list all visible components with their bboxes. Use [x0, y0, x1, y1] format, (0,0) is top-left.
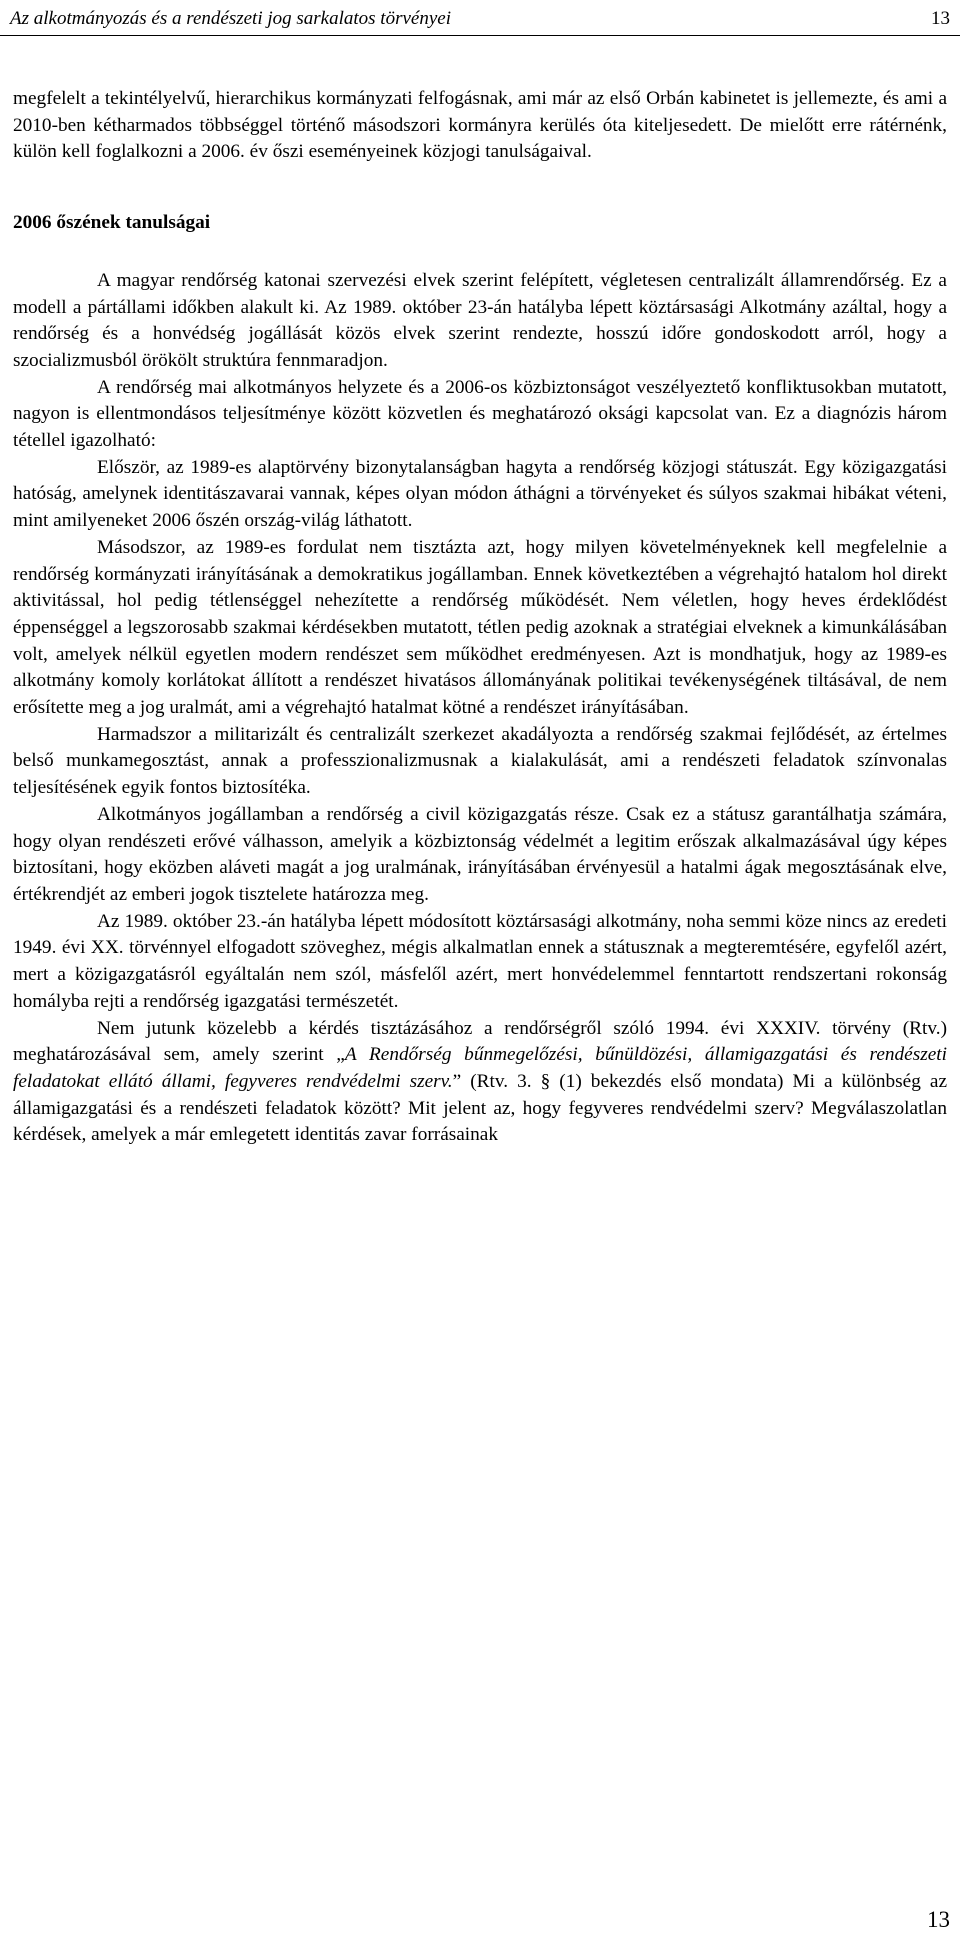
body-paragraph: Az 1989. október 23.-án hatályba lépett módosított köztársasági alkotmány, noha semmi köze nincs az eredeti 1949. évi XX. törvénnyel elfogadott szöveghez, mégis alkalmatlan ennek a státusznak a megteremtésére, egyfelől azért, mert a közigazgatásról egyáltalán nem szól, másfelől azért, mert honvédelemmel fenntartott rendszertani rokonság homályba rejti a rendőrség igazgatási természetét.: [13, 910, 947, 1012]
running-header: [0, 0, 960, 36]
body-paragraph: Másodszor, az 1989-es fordulat nem tisztázta azt, hogy milyen követelményeknek kell megfelelnie a rendőrség kormányzati irányításának a demokratikus jogállamban. Ennek következtében a végrehajtó hatalom hol direkt aktivitással, hol pedig tétlenséggel nehezítette a rendőrség működését. Nem véletlen, hogy heves érdeklődést éppenséggel a legszorosabb szakmai kérdésekben mutatott, tétlen pedig azoknak a stratégiai elveknek a kimunkálásában volt, amelyek nélkül egyetlen modern rendészet sem működhet eredményesen. Azt is mondhatjuk, hogy az 1989-es alkotmány komoly korlátokat állított a rendészet hivatásos állományának politikai tevékenységének tiltásával, de nem erősítette meg a jog uralmát, ami a végrehajtó hatalmat kötné a rendészet irányításában.: [13, 536, 947, 719]
header-title: Az alkotmányozás és a rendészeti jog sarkalatos törvényei: [10, 8, 451, 29]
body-paragraph: Harmadszor a militarizált és centralizált szerkezet akadályozta a rendőrség szakmai fejlődését, az értelmes belső munkamegosztást, annak a professzionalizmusnak a kialakulását, ami a rendészeti feladatok színvonalas teljesítésének egyik fontos biztosítéka.: [13, 723, 947, 799]
footer-page-number: 13: [927, 1907, 950, 1932]
body-paragraph: Először, az 1989-es alaptörvény bizonytalanságban hagyta a rendőrség közjogi státuszát. Egy közigazgatási hatóság, amelynek identitászavarai vannak, képes olyan módon áthágni a törvényeket és súlyos szakmai hibákat véteni, mint amilyeneket 2006 őszén ország-világ láthatott.: [13, 456, 947, 532]
header-page-number: 13: [931, 8, 950, 29]
intro-paragraph: megfelelt a tekintélyelvű, hierarchikus kormányzati felfogásnak, ami már az első Orbán kabinetet is jellemezte, és ami a 2010-ben kétharmados többséggel történő másodszori kormányra kerülés óta kiteljesedett. De mielőtt erre rátérnénk, külön kell foglalkozni a 2006. év őszi eseményeinek közjogi tanulságaival.: [13, 88, 947, 163]
body-paragraph: A magyar rendőrség katonai szervezési elvek szerint felépített, végletesen centralizált államrendőrség. Ez a modell a pártállami időkben alakult ki. Az 1989. október 23-án hatályba lépett köztársasági Alkotmány azáltal, hogy a rendőrség és a honvédség jogállását közös elvek szerint rendezte, hosszú időre gondoskodott arról, hogy a szocializmusból örökölt struktúra fennmaradjon.: [13, 269, 947, 371]
body-paragraph: A rendőrség mai alkotmányos helyzete és a 2006-os közbiztonságot veszélyeztető konfliktusokban mutatott, nagyon is ellentmondásos teljesítménye között közvetlen és meghatározó oksági kapcsolat van. Ez a diagnózis három tétellel igazolható:: [13, 376, 947, 452]
section-heading: 2006 őszének tanulságai: [13, 212, 211, 234]
page-body: [13, 86, 947, 1149]
last-paragraph-start: Nem jutunk közelebb a kérdés tisztázásához a rendőrségről szóló 1994. évi XXXIV. törvény (Rtv.) meghatározásával sem, amely szerint „: [13, 1017, 947, 1066]
body-paragraph: Alkotmányos jogállamban a rendőrség a civil közigazgatás része. Csak ez a státusz garantálhatja számára, hogy olyan rendészeti erővé válhasson, amelyik a közbiztonság védelmét a legitim erőszak alkalmazásával úgy képes biztosítani, hogy eközben aláveti magát a jog uralmának, irányításában érvényesül a hatalmi ágak megosztásának elve, értékrendjét az emberi jogok tisztelete határozza meg.: [13, 803, 947, 905]
last-paragraph: [13, 1016, 947, 1150]
statute-quote: A Rendőrség bűnmegelőzési, bűnüldözési, államigazgatási és rendészeti feladatokat ellátó állami, fegyveres rendvédelmi szerv.: [13, 1044, 948, 1092]
last-paragraph-end: ” (Rtv. 3. § (1) bekezdés első mondata) Mi a különbség az államigazgatási és a rendészeti feladatok között? Mit jelent az, hogy fegyveres rendvédelmi szerv? Megválaszolatlan kérdések, amelyek a már emlegetett identitás zavar forrásainak: [13, 1070, 947, 1146]
